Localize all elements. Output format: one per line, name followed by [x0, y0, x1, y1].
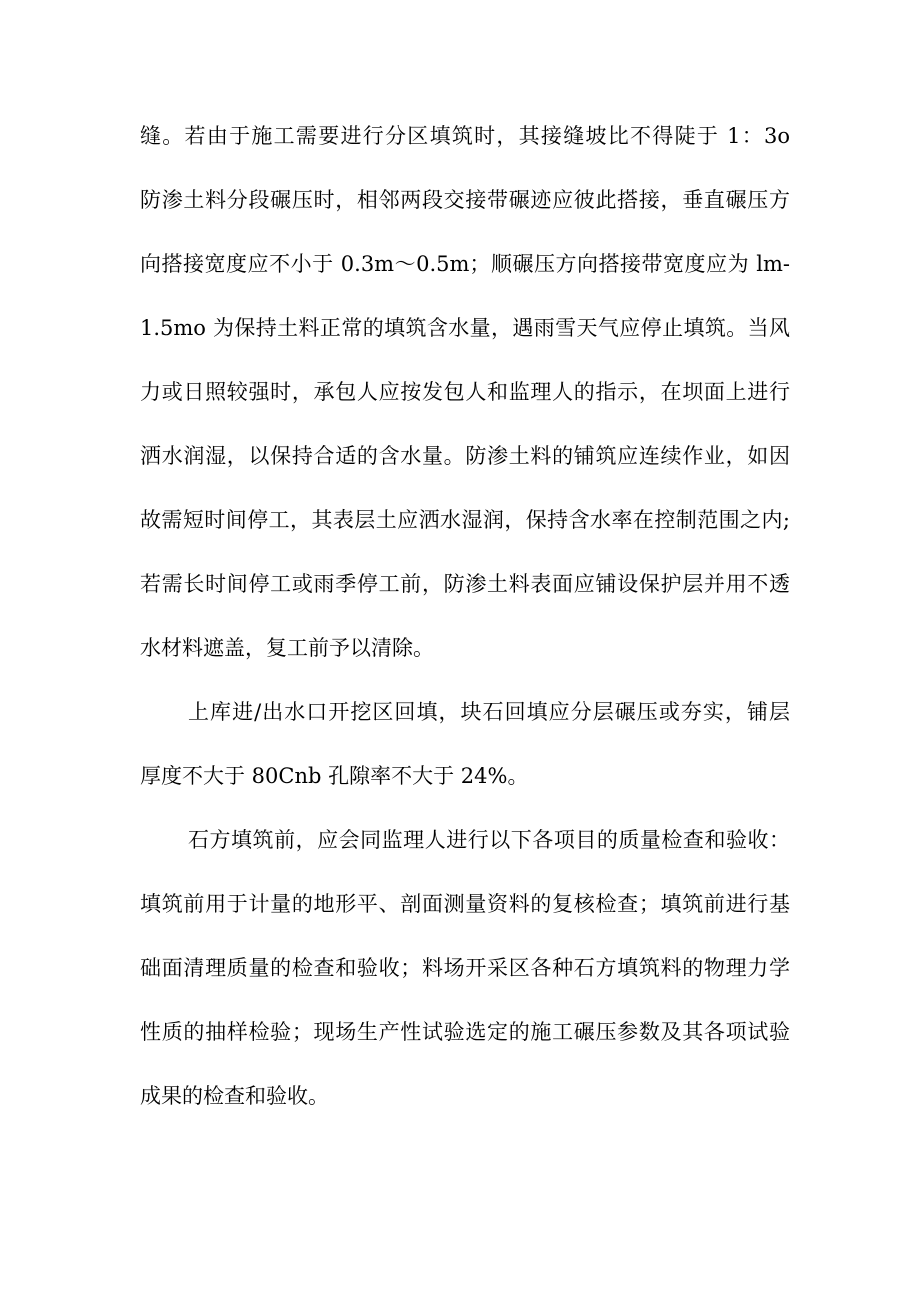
paragraph-1-line-2: 防渗土料分段碾压时，相邻两段交接带碾迹应彼此搭接，垂直碾压方 — [140, 188, 790, 212]
paragraph-3-line-2: 填筑前用于计量的地形平、剖面测量资料的复核检查；填筑前进行基 — [140, 892, 790, 916]
paragraph-3-line-4: 性质的抽样检验；现场生产性试验选定的施工碾压参数及其各项试验 — [140, 1020, 790, 1044]
paragraph-3-line-1: 石方填筑前，应会同监理人进行以下各项目的质量检查和验收： — [188, 828, 790, 852]
paragraph-1-line-5: 力或日照较强时，承包人应按发包人和监理人的指示，在坝面上进行 — [140, 380, 790, 404]
paragraph-1-line-9: 水材料遮盖，复工前予以清除。 — [140, 636, 434, 660]
paragraph-2-line-2: 厚度不大于 80Cnb 孔隙率不大于 24%。 — [140, 764, 529, 788]
paragraph-1-line-6: 洒水润湿，以保持合适的含水量。防渗土料的铺筑应连续作业，如因 — [140, 444, 790, 468]
paragraph-3-line-5: 成果的检查和验收。 — [140, 1084, 329, 1108]
paragraph-2-line-1: 上库进/出水口开挖区回填，块石回填应分层碾压或夯实，铺层 — [188, 700, 790, 724]
paragraph-1-line-7: 故需短时间停工，其表层土应洒水湿润，保持含水率在控制范围之内; — [140, 508, 790, 532]
paragraph-3-line-3: 础面清理质量的检查和验收；料场开采区各种石方填筑料的物理力学 — [140, 956, 790, 980]
paragraph-1-line-4: 1.5mo 为保持土料正常的填筑含水量，遇雨雪天气应停止填筑。当风 — [140, 316, 790, 340]
paragraph-1-line-3: 向搭接宽度应不小于 0.3m～0.5m；顺碾压方向搭接带宽度应为 lm- — [140, 252, 790, 276]
paragraph-1-line-1: 缝。若由于施工需要进行分区填筑时，其接缝坡比不得陡于 1：3o — [140, 124, 790, 148]
paragraph-1-line-8: 若需长时间停工或雨季停工前，防渗土料表面应铺设保护层并用不透 — [140, 572, 790, 596]
